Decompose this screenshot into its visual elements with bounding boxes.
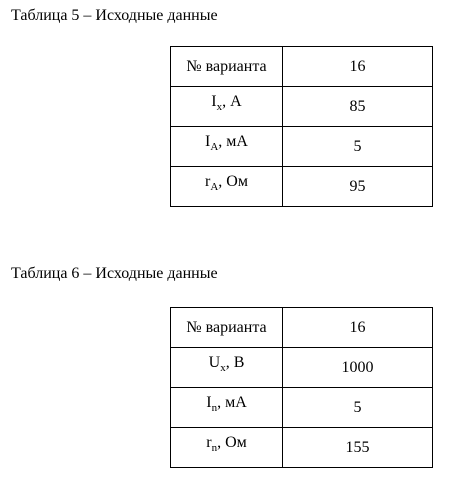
param-symbol: r [206,434,212,451]
table6-row-ux [171,348,433,388]
table6-param-ux [171,348,283,388]
table5-value-ia: 5 [283,127,433,167]
param-unit: , мА [218,133,248,150]
param-unit: , мА [217,394,247,411]
table5-row-ix [171,87,433,127]
table6-value-in: 5 [283,388,433,428]
param-subscript: A [210,181,219,193]
table6-header-row [171,308,433,348]
table5-param-ra [171,167,283,207]
param-unit: , Ом [217,434,247,451]
table6-param-in [171,388,283,428]
param-subscript: A [210,141,219,153]
table6-header-label: № варианта [171,308,283,348]
table6-row-in [171,388,433,428]
table5-header-row [171,47,433,87]
table5-param-ia [171,127,283,167]
param-unit: , Ом [218,173,248,190]
table6-value-ux: 1000 [283,348,433,388]
param-subscript: n [211,442,218,454]
table5 [170,46,433,207]
table5-value-ix: 85 [283,87,433,127]
param-unit: , А [222,93,242,110]
param-symbol: I [211,93,217,110]
param-symbol: I [205,133,211,150]
table5-row-ra [171,167,433,207]
table6-header-value: 16 [283,308,433,348]
param-subscript: x [216,101,223,113]
param-unit: , В [225,354,245,371]
table6-value-rn: 155 [283,428,433,468]
param-symbol: U [208,354,221,371]
param-subscript: x [220,362,226,374]
param-subscript: n [211,402,218,414]
param-symbol: I [206,394,212,411]
table6-row-rn [171,428,433,468]
table5-header-value: 16 [283,47,433,87]
param-symbol: r [205,173,211,190]
table6-caption: Таблица 6 – Исходные данные [11,265,218,282]
table5-value-ra: 95 [283,167,433,207]
table6-param-rn [171,428,283,468]
table5-caption: Таблица 5 – Исходные данные [11,7,218,24]
table5-param-ix [171,87,283,127]
table6 [170,307,433,468]
table5-row-ia [171,127,433,167]
table5-header-label: № варианта [171,47,283,87]
